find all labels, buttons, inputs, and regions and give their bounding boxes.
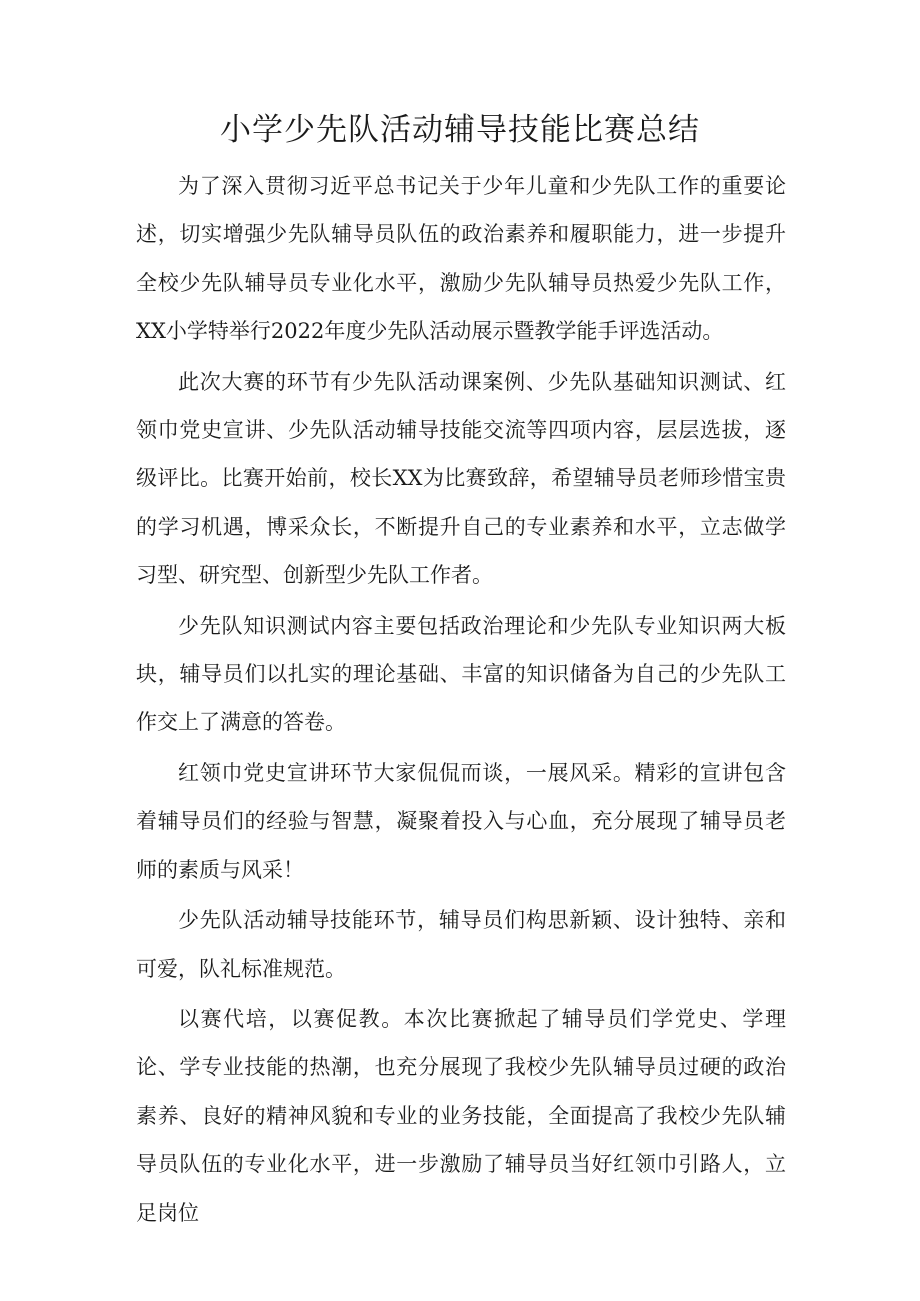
document-body — [136, 162, 786, 1239]
document-title: 小学少先队活动辅导技能比赛总结 — [220, 112, 700, 148]
paragraph-intro: 为了深入贯彻习近平总书记关于少年儿童和少先队工作的重要论述，切实增强少先队辅导员队伍的政治素养和履职能力，进一步提升全校少先队辅导员专业化水平，激励少先队辅导员热爱少先队工作，XX小学特举行2022年度少先队活动展示暨教学能手评选活动。 — [136, 174, 786, 344]
paragraph-activity-skills: 少先队活动辅导技能环节，辅导员们构思新颖、设计独特、亲和可爱，队礼标准规范。 — [136, 908, 786, 981]
paragraph-conclusion: 以赛代培，以赛促教。本次比赛掀起了辅导员们学党史、学理论、学专业技能的热潮，也充分展现了我校少先队辅导员过硬的政治素养、良好的精神风貌和专业的业务技能，全面提高了我校少先队辅导员队伍的专业化水平，进一步激励了辅导员当好红领巾引路人，立足岗位 — [136, 1006, 786, 1225]
paragraph-competition-stages: 此次大赛的环节有少先队活动课案例、少先队基础知识测试、红领巾党史宣讲、少先队活动辅导技能交流等四项内容，层层选拔，逐级评比。比赛开始前，校长XX为比赛致辞，希望辅导员老师珍惜宝贵的学习机遇，博采众长，不断提升自己的专业素养和水平，立志做学习型、研究型、创新型少先队工作者。 — [136, 369, 786, 588]
paragraph-knowledge-test: 少先队知识测试内容主要包括政治理论和少先队专业知识两大板块，辅导员们以扎实的理论基础、丰富的知识储备为自己的少先队工作交上了满意的答卷。 — [136, 613, 786, 735]
paragraph-history-lecture: 红领巾党史宣讲环节大家侃侃而谈，一展风采。精彩的宣讲包含着辅导员们的经验与智慧，凝聚着投入与心血，充分展现了辅导员老师的素质与风采！ — [136, 760, 786, 882]
